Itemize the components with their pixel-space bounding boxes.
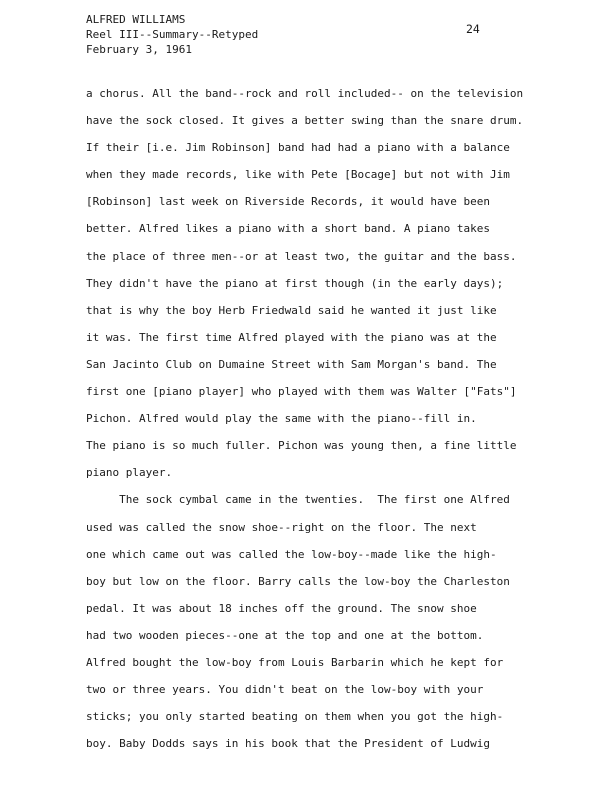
text-line: piano player. [86,466,173,480]
text-line: San Jacinto Club on Dumaine Street with Sam Morgan's band. The [86,357,497,371]
header-reel: Reel III--Summary--Retyped [86,28,259,41]
text-line: pedal. It was about 18 inches off the ground. The snow shoe [86,601,477,615]
text-line: first one [piano player] who played with them was Walter ["Fats"] [86,385,517,399]
text-line: [Robinson] last week on Riverside Records, it would have been [86,195,490,209]
text-line: Pichon. Alfred would play the same with the piano--fill in. [86,412,477,426]
header-date: February 3, 1961 [86,43,192,56]
text-line: Alfred bought the low-boy from Louis Barbarin which he kept for [86,655,504,669]
text-line: it was. The first time Alfred played with the piano was at the [86,330,497,344]
page-number: 24 [466,22,480,36]
text-line: If their [i.e. Jim Robinson] band had had a piano with a balance [86,141,510,155]
body-text [86,80,586,757]
text-line: the place of three men--or at least two, the guitar and the bass. [86,249,517,263]
text-line: one which came out was called the low-boy--made like the high- [86,547,497,561]
paragraph-start-line: The sock cymbal came in the twenties. The first one Alfred [86,493,510,507]
text-line: have the sock closed. It gives a better swing than the snare drum. [86,114,524,128]
header-name: ALFRED WILLIAMS [86,13,186,26]
text-line: boy but low on the floor. Barry calls the low-boy the Charleston [86,574,510,588]
text-line: had two wooden pieces--one at the top and one at the bottom. [86,628,484,642]
text-line: a chorus. All the band--rock and roll included-- on the television [86,87,524,100]
text-line: They didn't have the piano at first though (in the early days); [86,276,504,290]
text-line: that is why the boy Herb Friedwald said he wanted it just like [86,303,497,317]
text-line: when they made records, like with Pete [Bocage] but not with Jim [86,168,510,182]
text-line: two or three years. You didn't beat on the low-boy with your [86,683,484,697]
text-line: boy. Baby Dodds says in his book that the President of Ludwig [86,737,490,751]
text-line: used was called the snow shoe--right on the floor. The next [86,520,477,534]
document-header [86,12,258,57]
text-line: sticks; you only started beating on them when you got the high- [86,710,504,724]
text-line: The piano is so much fuller. Pichon was young then, a fine little [86,439,517,453]
text-line: better. Alfred likes a piano with a short band. A piano takes [86,222,490,236]
